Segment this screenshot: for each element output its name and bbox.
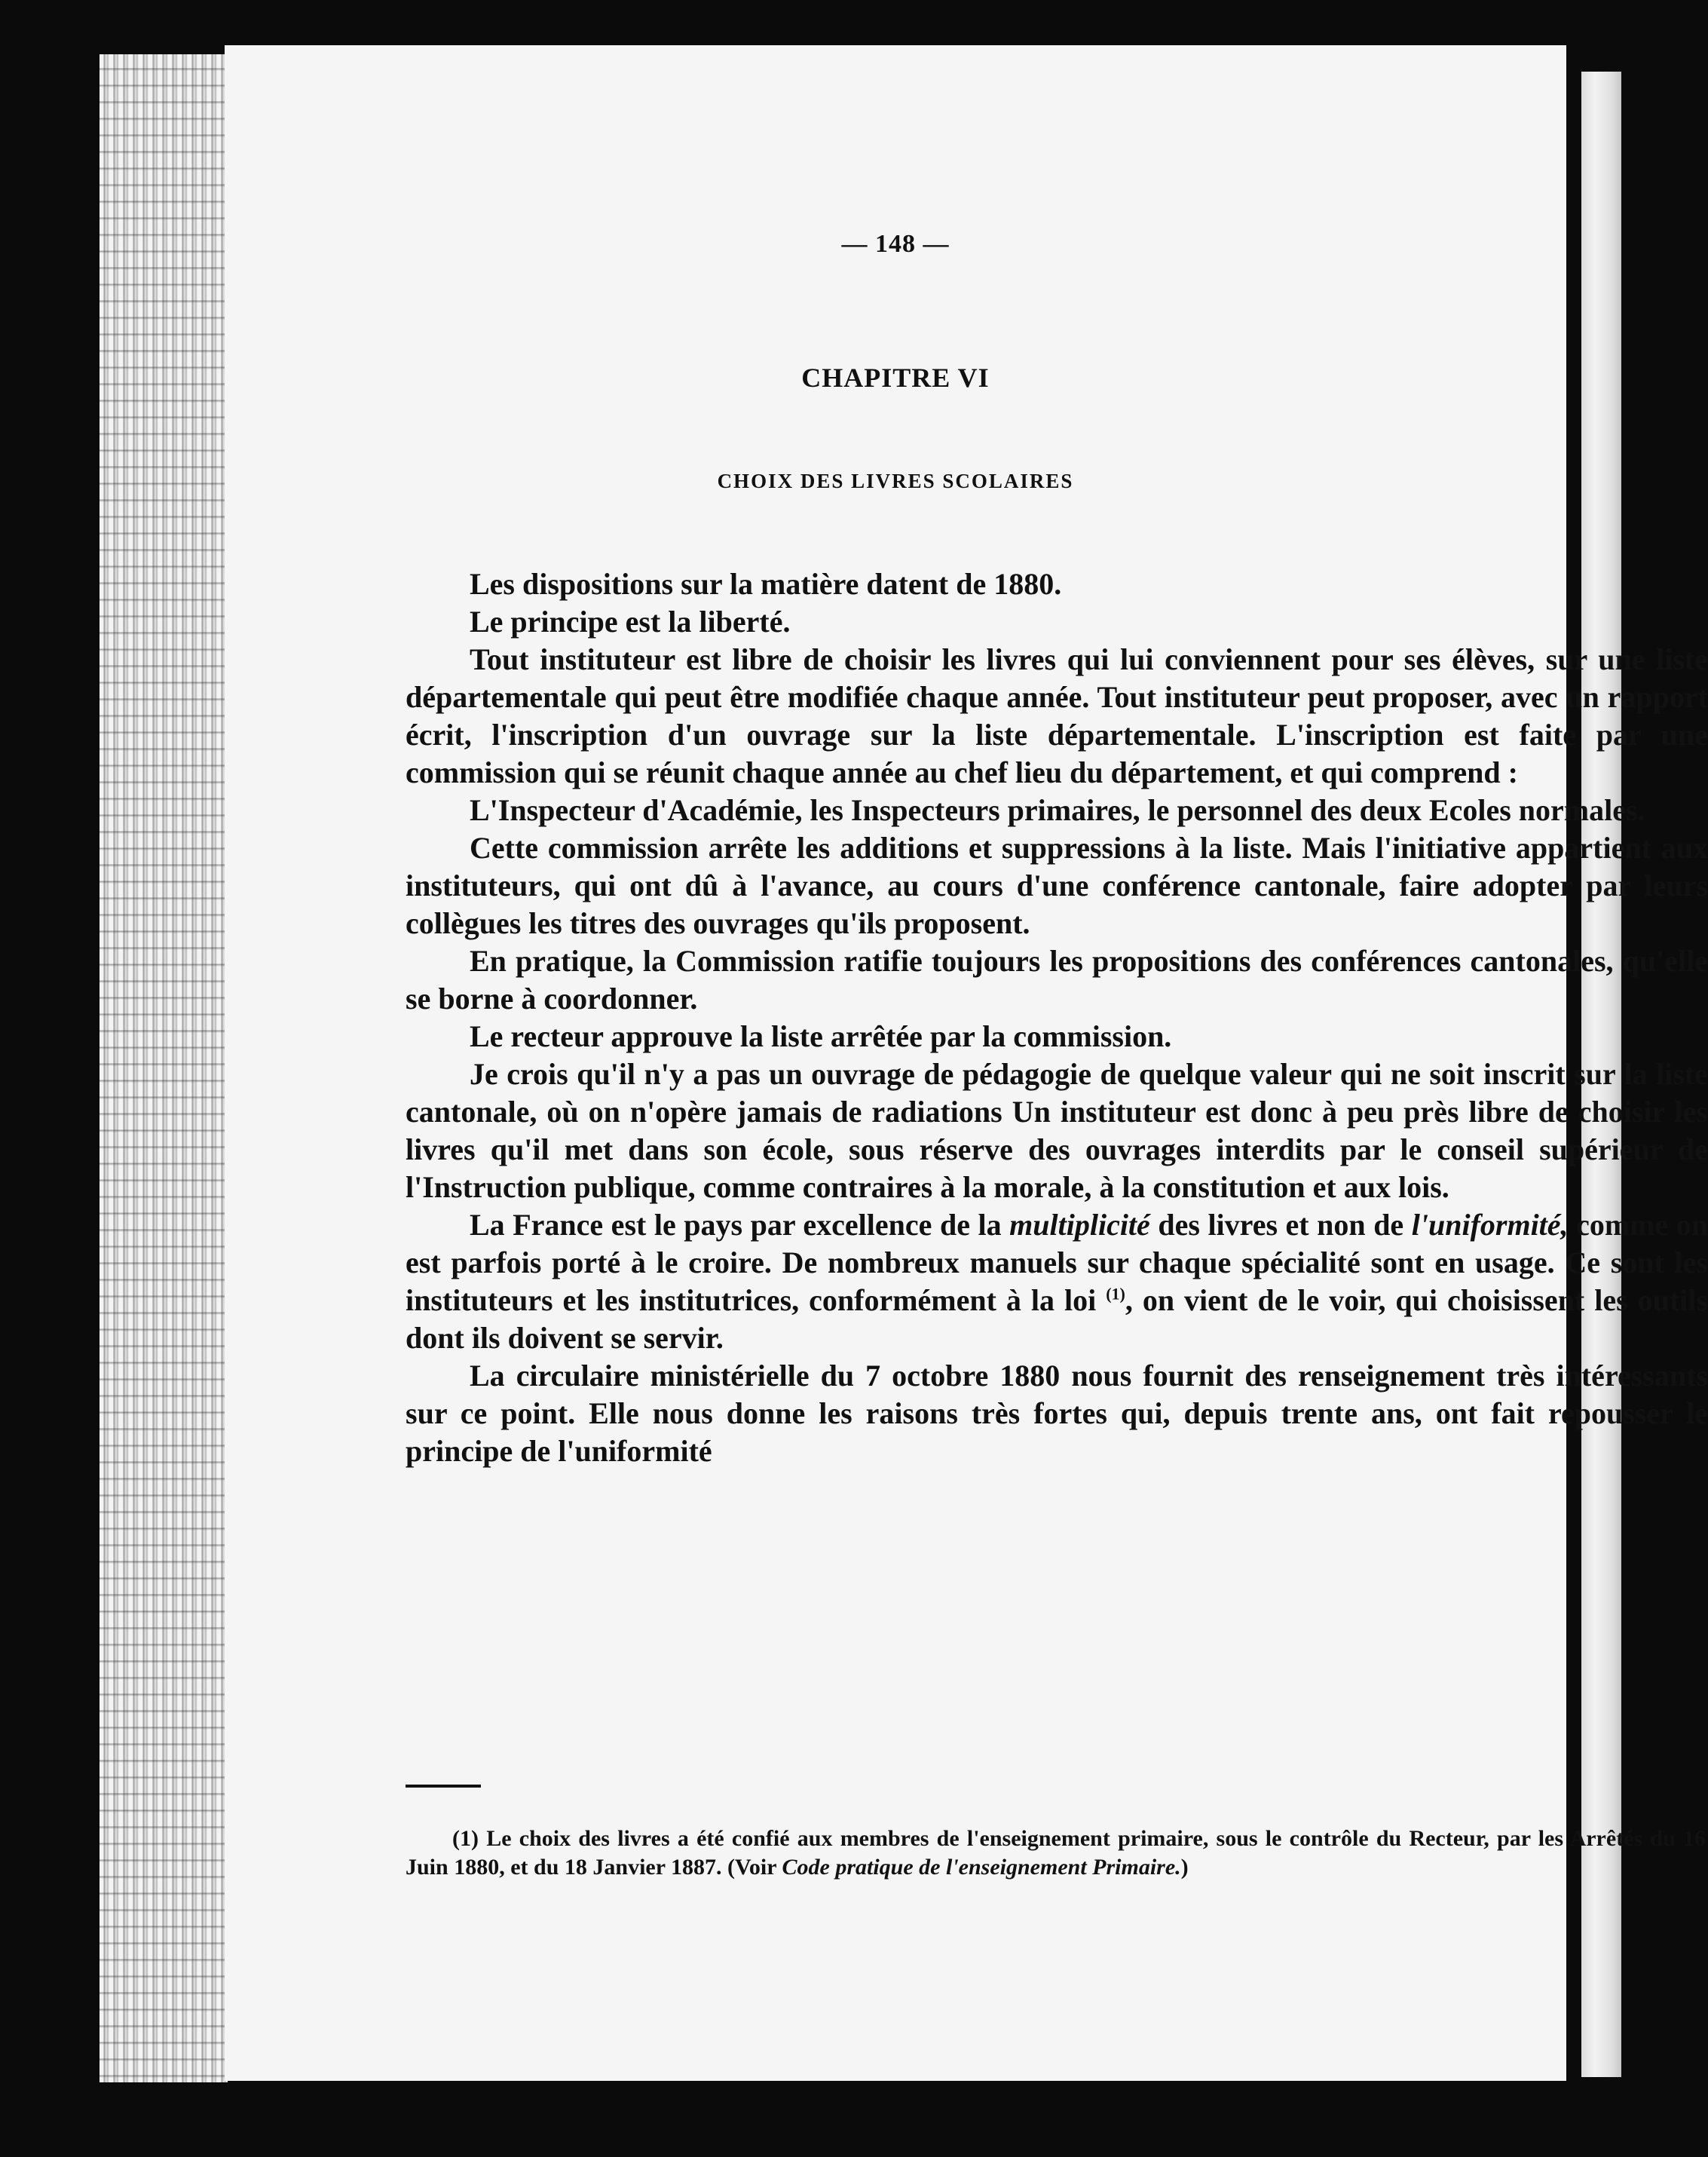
- paragraph: Cette commission arrête les additions et suppressions à la liste. Mais l'initiative appartient aux instituteurs, qui ont dû à l'avance, au cours d'une conférence cantonale, faire adopter par leurs collègues les titres des ouvrages qu'ils proposent.: [406, 831, 1708, 940]
- paragraph: Les dispositions sur la matière datent de 1880.: [470, 567, 1062, 601]
- body-text: [406, 565, 1708, 1470]
- section-heading: CHOIX DES LIVRES SCOLAIRES: [717, 470, 1074, 492]
- text-run: , on vient de le voir, qui choisissent les outils dont ils doivent se servir.: [406, 1283, 1708, 1355]
- footnote-reference: (1): [1106, 1284, 1125, 1304]
- footnote: [406, 1825, 1706, 1882]
- paragraph: En pratique, la Commission ratifie toujours les propositions des conférences cantonales, qu'elle se borne à coordonner.: [406, 944, 1708, 1016]
- footnote-end: ): [1180, 1855, 1189, 1880]
- chapter-heading: CHAPITRE VI: [801, 363, 990, 393]
- paragraph: La circulaire ministérielle du 7 octobre 1880 nous fournit des renseignement très intéressants sur ce point. Elle nous donne les raisons très fortes qui, depuis trente ans, ont fait repousser le principe de l'uniformité: [406, 1359, 1708, 1468]
- paragraph: Tout instituteur est libre de choisir les livres qui lui conviennent pour ses élèves, sur une liste départementale qui peut être modifiée chaque année. Tout instituteur peut proposer, avec un rapport écrit, l'inscription d'un ouvrage sur la liste départementale. L'inscription est faite par une commission qui se réunit chaque année au chef lieu du département, et qui comprend :: [406, 642, 1708, 789]
- paragraph: L'Inspecteur d'Académie, les Inspecteurs primaires, le personnel des deux Ecoles normales.: [470, 793, 1645, 827]
- italic-term: multiplicité: [1009, 1208, 1150, 1242]
- text-run: La France est le pays par excellence de la: [470, 1208, 1010, 1242]
- paragraph: [406, 1206, 1708, 1357]
- paragraph: Je crois qu'il n'y a pas un ouvrage de pédagogie de quelque valeur qui ne soit inscrit sur la liste cantonale, où on n'opère jamais de radiations Un instituteur est donc à peu près libre de choisir les livres qu'il met dans son école, sous réserve des ouvrages interdits par le conseil supérieur de l'Instruction publique, comme contraires à la morale, à la constitution et aux lois.: [406, 1057, 1708, 1204]
- text-run: des livres et non de: [1149, 1208, 1412, 1242]
- footnote-title: Code pratique de l'enseignement Primaire.: [782, 1855, 1181, 1880]
- paragraph: Le principe est la liberté.: [470, 605, 791, 639]
- book-page-edges: [99, 54, 228, 2082]
- book-page: [225, 45, 1708, 2081]
- text-run: comme on est parfois porté à le croire. De nombreux manuels sur chaque spécialité sont en usage. Ce sont les instituteurs et les institutrices, conformément à la loi: [406, 1208, 1708, 1317]
- page-number: — 148 —: [841, 230, 950, 258]
- paragraph: Le recteur approuve la liste arrêtée par la commission.: [470, 1019, 1172, 1053]
- footnote-divider: [406, 1785, 481, 1788]
- italic-term: l'uniformité,: [1411, 1208, 1569, 1242]
- footnote-text: (1) Le choix des livres a été confié aux membres de l'enseignement primaire, sous le contrôle du Recteur, par les Arrêtés du 16 Juin 1880, et du 18 Janvier 1887. (Voir: [406, 1826, 1706, 1880]
